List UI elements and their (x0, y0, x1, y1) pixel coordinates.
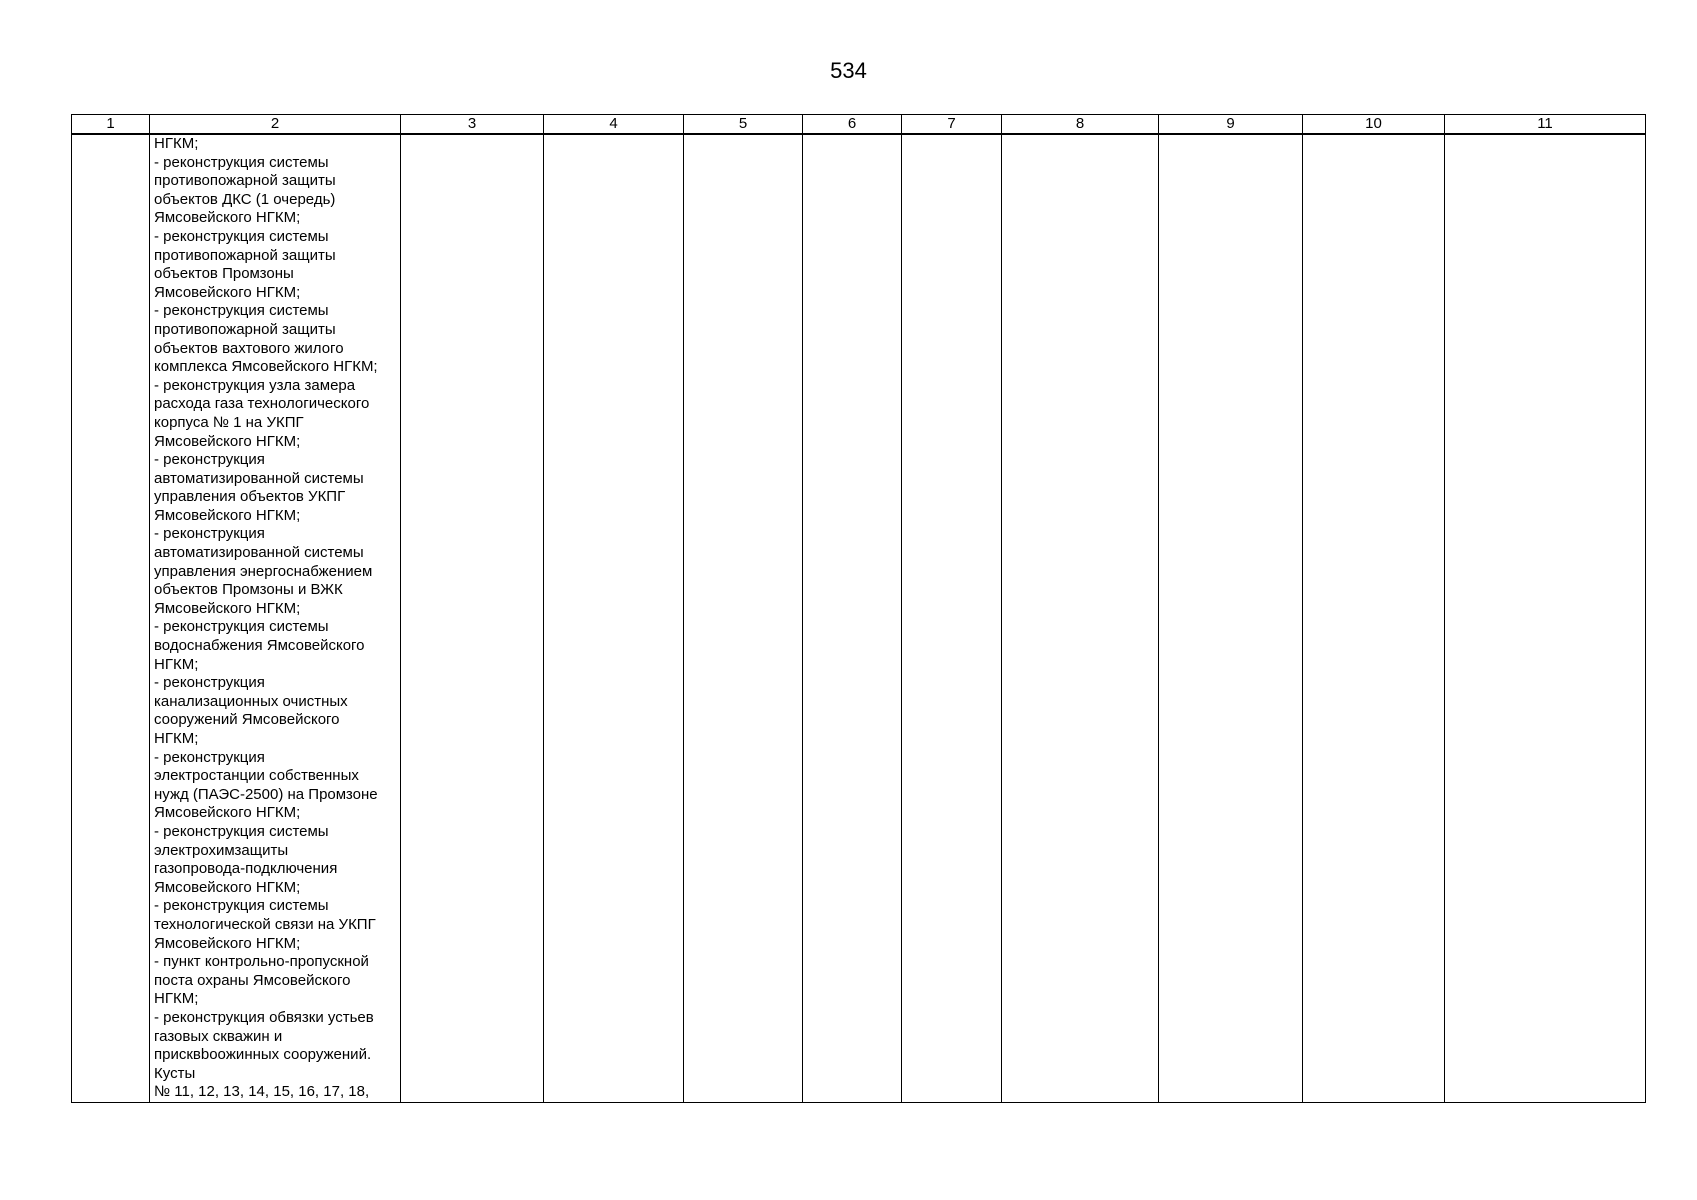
column-header-1: 1 (72, 115, 150, 135)
text-line: комплекса Ямсовейского НГКМ; (154, 358, 378, 376)
text-line: противопожарной защиты (154, 172, 336, 190)
text-line: Ямсовейского НГКМ; (154, 878, 301, 896)
text-line: электрохимзащиты (154, 841, 289, 859)
text-line: газовых скважин и (154, 1027, 283, 1045)
text-line: автоматизированной системы (154, 544, 364, 562)
text-line: сооружений Ямсовейского (154, 711, 340, 729)
text-line: управления объектов УКПГ (154, 488, 346, 506)
text-line: - реконструкция узла замера (154, 376, 356, 394)
page-number: 534 (830, 58, 867, 83)
text-line: Ямсовейского НГКМ; (154, 506, 301, 524)
cell-col-7 (902, 134, 1002, 1102)
text-line: НГКМ; (154, 730, 199, 747)
text-line: объектов ДКС (1 очередь) (154, 190, 336, 208)
column-header-10: 10 (1303, 115, 1445, 135)
text-line: корпуса № 1 на УКПГ (154, 413, 304, 431)
text-line: - реконструкция (154, 674, 265, 692)
text-line: Ямсовейского НГКМ; (154, 432, 301, 450)
text-line: противопожарной защиты (154, 320, 336, 338)
cell-col-11 (1445, 134, 1646, 1102)
text-line: Ямсовейского НГКМ; (154, 934, 301, 952)
text-line: НГКМ; (154, 655, 199, 673)
text-line: Ямсовейского НГКМ; (154, 283, 301, 301)
cell-col-3 (401, 134, 544, 1102)
text-line: - реконструкция системы (154, 822, 329, 840)
text-line: Ямсовейского НГКМ; (154, 599, 301, 617)
text-line: - реконструкция системы (154, 153, 329, 171)
text-line: Ямсовейского НГКМ; (154, 804, 301, 822)
text-line: - реконструкция (154, 451, 265, 469)
text-line: автоматизированной системы (154, 469, 364, 487)
cell-col-6 (803, 134, 902, 1102)
column-header-3: 3 (401, 115, 544, 135)
text-line: - реконструкция системы (154, 618, 329, 636)
cell-col-10 (1303, 134, 1445, 1102)
text-line: Ямсовейского НГКМ; (154, 209, 301, 227)
text-line: - пункт контрольно-пропускной (154, 953, 369, 971)
cell-col-9 (1159, 134, 1303, 1102)
text-line: - реконструкция (154, 748, 265, 766)
text-line: водоснабжения Ямсовейского (154, 637, 365, 655)
cell-col-8 (1002, 134, 1159, 1102)
text-line: электростанции собственных (154, 767, 359, 785)
text-line: управления энергоснабжением (154, 562, 373, 580)
column-header-9: 9 (1159, 115, 1303, 135)
column-header-5: 5 (684, 115, 803, 135)
cell-col-4 (544, 134, 684, 1102)
object-list-text (150, 135, 400, 1102)
text-line: газопровода-подключения (154, 860, 338, 878)
text-line: - реконструкция системы (154, 897, 329, 915)
text-line: нужд (ПАЭС-2500) на Промзоне (154, 785, 378, 803)
cell-col-2 (150, 134, 401, 1102)
text-line: - реконструкция (154, 525, 265, 543)
text-line: объектов вахтового жилого (154, 339, 344, 357)
text-line: технологической связи на УКПГ (154, 915, 376, 933)
text-line: № 11, 12, 13, 14, 15, 16, 17, 18, (154, 1083, 370, 1101)
column-header-4: 4 (544, 115, 684, 135)
text-line: противопожарной защиты (154, 246, 336, 264)
column-header-7: 7 (902, 115, 1002, 135)
text-line: Кусты (154, 1064, 196, 1082)
column-header-2: 2 (150, 115, 401, 135)
text-line: поста охраны Ямсовейского (154, 971, 351, 989)
cell-col-1 (72, 134, 150, 1102)
text-line: НГКМ; (154, 990, 199, 1008)
header-row (72, 115, 1646, 135)
text-line: НГКМ; (154, 135, 199, 152)
column-header-11: 11 (1445, 115, 1646, 135)
text-line: - реконструкция системы (154, 302, 329, 320)
text-line: объектов Промзоны и ВЖК (154, 581, 343, 599)
text-line: - реконструкция обвязки устьев (154, 1008, 374, 1026)
text-line: - реконструкция системы (154, 227, 329, 245)
text-line: расхода газа технологического (154, 395, 370, 413)
document-table (71, 114, 1646, 1103)
text-line: объектов Промзоны (154, 265, 294, 283)
column-header-6: 6 (803, 115, 902, 135)
table-row (72, 134, 1646, 1102)
cell-col-5 (684, 134, 803, 1102)
text-line: канализационных очистных (154, 692, 348, 710)
column-header-8: 8 (1002, 115, 1159, 135)
text-line: присквbooжинных сооружений. (154, 1046, 372, 1064)
